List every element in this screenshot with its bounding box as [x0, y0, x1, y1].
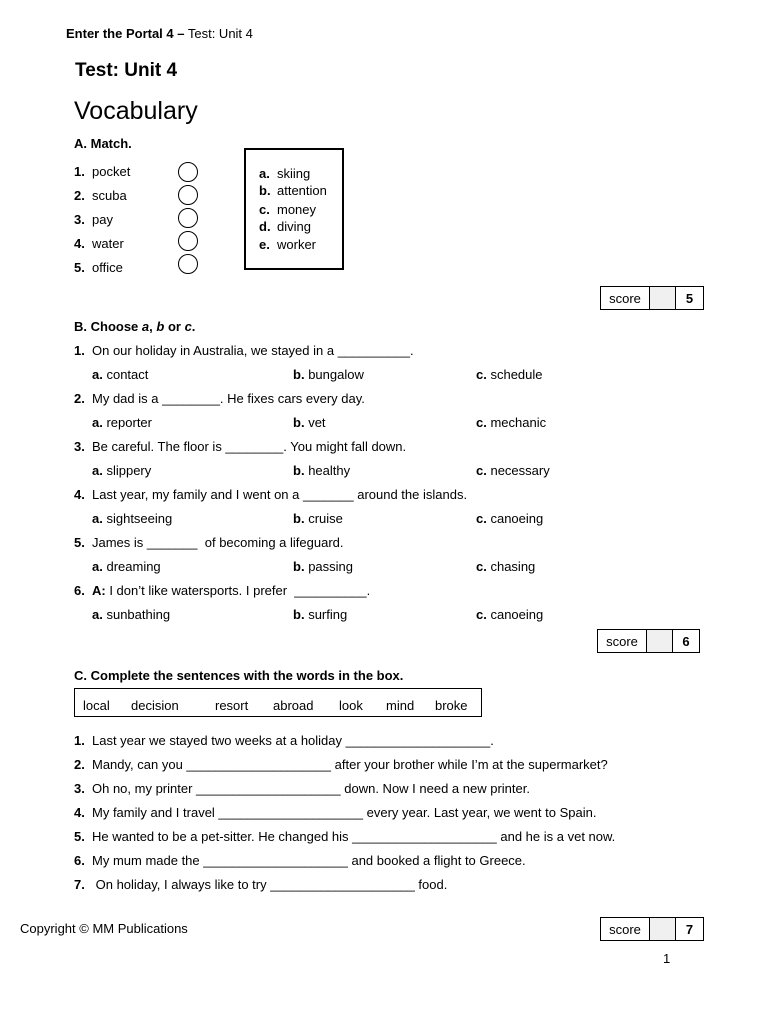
- choice-letter: b.: [293, 559, 305, 574]
- option-word: diving: [277, 219, 311, 234]
- choice-text: healthy: [308, 463, 351, 478]
- question: [74, 583, 370, 598]
- choice-letter: c.: [476, 463, 487, 478]
- part-b-heading-text: B. Choose: [74, 319, 142, 334]
- match-item: [74, 212, 113, 227]
- choice-b[interactable]: [293, 415, 326, 430]
- choice-letter: c.: [476, 511, 487, 526]
- choice-text: necessary: [490, 463, 550, 478]
- choice-a[interactable]: [92, 511, 172, 526]
- test-name: Test: Unit 4: [184, 26, 253, 41]
- choice-text: passing: [308, 559, 353, 574]
- question: [74, 487, 467, 502]
- sentence-text: He wanted to be a pet-sitter. He changed his ____________________ and he is a vet now.: [92, 829, 616, 844]
- score-box-b: [597, 629, 700, 653]
- item-word: pocket: [92, 164, 131, 179]
- box-word: broke: [435, 698, 468, 713]
- sentence-text: Last year we stayed two weeks at a holiday ____________________.: [92, 733, 494, 748]
- choice-letter: b.: [293, 415, 305, 430]
- choice-a[interactable]: [92, 415, 152, 430]
- section-title: Vocabulary: [74, 97, 198, 125]
- sentence: [74, 805, 596, 820]
- question-text: On our holiday in Australia, we stayed in a __________.: [92, 343, 414, 358]
- part-b-heading-end: .: [191, 319, 196, 334]
- question-number: 1.: [74, 343, 85, 358]
- choice-letter: a.: [92, 511, 103, 526]
- item-word: office: [92, 260, 123, 275]
- score-label: score: [598, 630, 647, 652]
- option-letter: e.: [259, 237, 270, 252]
- copyright: Copyright © MM Publications: [20, 921, 188, 936]
- choice-letter: a.: [92, 559, 103, 574]
- score-box-c: [600, 917, 704, 941]
- speaker-label: A:: [92, 583, 106, 598]
- sentence-number: 7.: [74, 877, 85, 892]
- sentence: [74, 733, 494, 748]
- answer-circle[interactable]: [178, 254, 198, 274]
- choice-text: sunbathing: [106, 607, 171, 622]
- choice-b[interactable]: [293, 559, 353, 574]
- option-word: money: [277, 202, 317, 217]
- item-number: 1.: [74, 164, 85, 179]
- sentence: [74, 853, 526, 868]
- choice-c[interactable]: [476, 367, 543, 382]
- choice-c[interactable]: [476, 415, 546, 430]
- box-word: decision: [131, 698, 179, 713]
- page-number: 1: [663, 951, 671, 966]
- choice-a[interactable]: [92, 559, 161, 574]
- item-word: pay: [92, 212, 113, 227]
- option-letter: b.: [259, 183, 271, 198]
- question-number: 2.: [74, 391, 85, 406]
- sentence-number: 3.: [74, 781, 85, 796]
- question-number: 6.: [74, 583, 85, 598]
- item-number: 3.: [74, 212, 85, 227]
- choice-b[interactable]: [293, 367, 364, 382]
- score-label: score: [601, 918, 650, 940]
- sentence-text: My mum made the ____________________ and booked a flight to Greece.: [92, 853, 526, 868]
- score-max: 5: [685, 290, 694, 306]
- choice-c[interactable]: [476, 511, 543, 526]
- choice-letter: b.: [293, 607, 305, 622]
- sentence: [74, 829, 615, 844]
- sentence-text: Mandy, can you ____________________ after your brother while I’m at the supermarket?: [92, 757, 608, 772]
- question-number: 4.: [74, 487, 85, 502]
- choice-letter: a.: [92, 463, 103, 478]
- choice-letter: c.: [476, 559, 487, 574]
- running-header: [66, 26, 253, 41]
- sentence-text: My family and I travel ____________________ every year. Last year, we went to Spain.: [92, 805, 597, 820]
- item-number: 4.: [74, 236, 85, 251]
- option-letter: d.: [259, 219, 271, 234]
- part-b-heading: [74, 319, 195, 334]
- item-number: 5.: [74, 260, 85, 275]
- answer-circle[interactable]: [178, 231, 198, 251]
- score-max: 6: [682, 633, 690, 649]
- part-b-heading-a: a: [141, 319, 150, 334]
- sentence: [74, 757, 608, 772]
- answer-circle[interactable]: [178, 208, 198, 228]
- score-field[interactable]: [647, 630, 673, 652]
- question-text: James is _______ of becoming a lifeguard.: [92, 535, 344, 550]
- item-number: 2.: [74, 188, 85, 203]
- part-b-heading-sep2: or: [164, 319, 185, 334]
- option-letter: a.: [259, 166, 270, 181]
- question: [74, 391, 365, 406]
- choice-text: cruise: [308, 511, 343, 526]
- book-title: Enter the Portal 4 –: [66, 26, 185, 41]
- choice-text: bungalow: [308, 367, 364, 382]
- choice-text: sightseeing: [106, 511, 173, 526]
- choice-text: surfing: [308, 607, 348, 622]
- choice-letter: b.: [293, 367, 305, 382]
- question-number: 5.: [74, 535, 85, 550]
- choice-letter: c.: [476, 607, 487, 622]
- sentence-number: 2.: [74, 757, 85, 772]
- choice-a[interactable]: [92, 607, 170, 622]
- choice-c[interactable]: [476, 559, 535, 574]
- choice-text: contact: [106, 367, 149, 382]
- box-word: look: [339, 698, 363, 713]
- item-word: scuba: [92, 188, 127, 203]
- score-field[interactable]: [650, 287, 676, 309]
- match-item: [74, 164, 130, 179]
- sentence-number: 5.: [74, 829, 85, 844]
- option-word: attention: [277, 183, 327, 198]
- question: [74, 343, 414, 358]
- choice-letter: c.: [476, 367, 487, 382]
- score-box-a: [600, 286, 704, 310]
- box-word: local: [83, 698, 110, 713]
- choice-letter: b.: [293, 511, 305, 526]
- option-item: [259, 237, 316, 252]
- option-letter: c.: [259, 202, 270, 217]
- option-item: [259, 219, 311, 234]
- choice-text: chasing: [490, 559, 536, 574]
- choice-c[interactable]: [476, 463, 550, 478]
- question-text: Be careful. The floor is ________. You might fall down.: [92, 439, 407, 454]
- choice-c[interactable]: [476, 607, 543, 622]
- part-a-heading: A. Match.: [74, 136, 132, 151]
- choice-text: reporter: [106, 415, 152, 430]
- answer-circle[interactable]: [178, 162, 198, 182]
- item-word: water: [92, 236, 124, 251]
- choice-letter: a.: [92, 607, 103, 622]
- question: [74, 535, 344, 550]
- choice-a[interactable]: [92, 463, 151, 478]
- choice-text: canoeing: [490, 511, 544, 526]
- question-text: Last year, my family and I went on a _______ around the islands.: [92, 487, 468, 502]
- choice-text: slippery: [106, 463, 152, 478]
- match-item: [74, 236, 124, 251]
- choice-text: schedule: [490, 367, 543, 382]
- score-label: score: [601, 287, 650, 309]
- box-word: abroad: [273, 698, 314, 713]
- choice-text: vet: [308, 415, 326, 430]
- sentence-text: On holiday, I always like to try ____________________ food.: [92, 877, 448, 892]
- page-title: Test: Unit 4: [75, 60, 178, 81]
- question-text: My dad is a ________. He fixes cars every day.: [92, 391, 365, 406]
- box-word: resort: [215, 698, 249, 713]
- question: [74, 439, 406, 454]
- option-word: skiing: [277, 166, 311, 181]
- sentence-number: 1.: [74, 733, 85, 748]
- option-item: [259, 183, 327, 198]
- sentence-number: 4.: [74, 805, 85, 820]
- question-text: I don’t like watersports. I prefer __________.: [105, 583, 371, 598]
- sentence-text: Oh no, my printer ____________________ down. Now I need a new printer.: [92, 781, 530, 796]
- answer-circle[interactable]: [178, 185, 198, 205]
- part-b-heading-b: b: [156, 319, 165, 334]
- choice-letter: a.: [92, 415, 103, 430]
- choice-b[interactable]: [293, 511, 343, 526]
- choice-b[interactable]: [293, 463, 350, 478]
- choice-b[interactable]: [293, 607, 347, 622]
- score-max: 7: [685, 921, 694, 937]
- choice-letter: c.: [476, 415, 487, 430]
- choice-text: dreaming: [106, 559, 161, 574]
- choice-letter: b.: [293, 463, 305, 478]
- option-item: [259, 166, 310, 181]
- choice-a[interactable]: [92, 367, 148, 382]
- option-word: worker: [277, 237, 317, 252]
- choice-letter: a.: [92, 367, 103, 382]
- choice-text: canoeing: [490, 607, 544, 622]
- part-b-heading-c: c: [184, 319, 192, 334]
- match-item: [74, 260, 123, 275]
- box-word: mind: [386, 698, 415, 713]
- question-number: 3.: [74, 439, 85, 454]
- score-field[interactable]: [650, 918, 676, 940]
- sentence-number: 6.: [74, 853, 85, 868]
- sentence: [74, 877, 447, 892]
- match-item: [74, 188, 127, 203]
- choice-text: mechanic: [490, 415, 547, 430]
- sentence: [74, 781, 530, 796]
- option-item: [259, 202, 316, 217]
- part-c-heading: C. Complete the sentences with the words in the box.: [74, 668, 404, 683]
- part-b-heading-sep1: ,: [149, 319, 157, 334]
